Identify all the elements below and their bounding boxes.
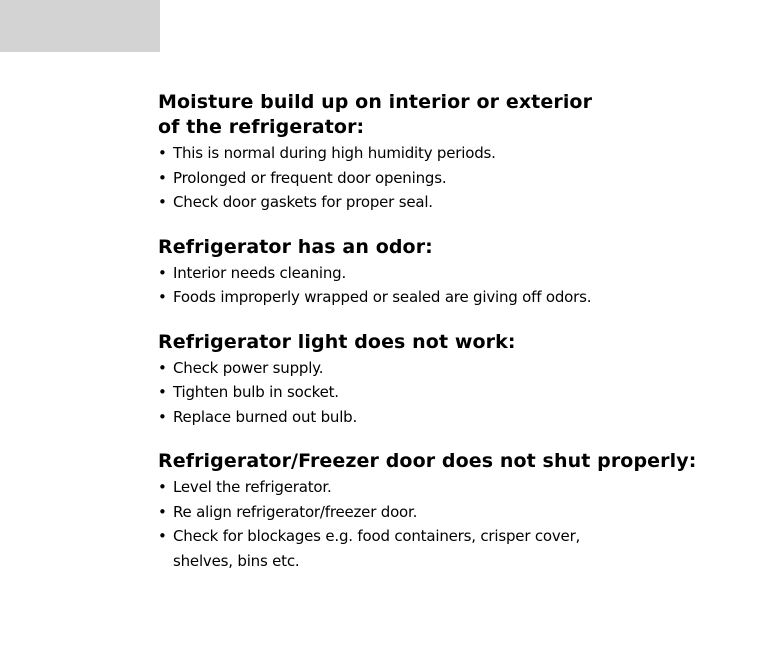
list-item: • Interior needs cleaning. [158,261,758,286]
bullet-list [158,475,758,573]
list-item: • Prolonged or frequent door openings. [158,166,758,191]
page-corner-tab [0,0,160,52]
section-heading: Refrigerator/Freezer door does not shut properly: [158,450,697,472]
list-item: • Level the refrigerator. [158,475,758,500]
heading-line: Moisture build up on interior or exterior [158,91,593,113]
list-item: • Check power supply. [158,356,758,381]
section-moisture [158,90,758,215]
list-item: • Check for blockages e.g. food containers, crisper cover, shelves, bins etc. [158,524,613,573]
section-heading: Refrigerator has an odor: [158,235,433,258]
section-light [158,330,758,430]
bullet-list [158,261,758,310]
list-item: • Tighten bulb in socket. [158,380,758,405]
section-heading [158,90,758,140]
list-item: • Re align refrigerator/freezer door. [158,500,758,525]
section-odor [158,235,758,310]
bullet-list [158,356,758,430]
list-item: • This is normal during high humidity periods. [158,141,758,166]
list-item: • Check door gaskets for proper seal. [158,190,758,215]
bullet-list [158,141,758,215]
list-item: • Replace burned out bulb. [158,405,758,430]
list-item: • Foods improperly wrapped or sealed are giving off odors. [158,285,758,310]
section-heading: Refrigerator light does not work: [158,330,516,353]
section-door [158,449,758,573]
troubleshooting-content [158,90,758,593]
heading-line: of the refrigerator: [158,116,365,138]
